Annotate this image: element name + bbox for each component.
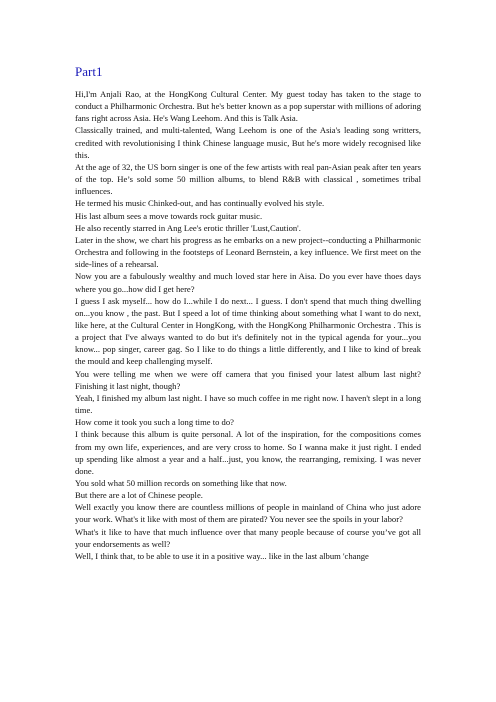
- paragraph: Yeah, I finished my album last night. I have so much coffee in me right now. I haven't slept in a long time.: [75, 392, 421, 416]
- paragraph: Later in the show, we chart his progress as he embarks on a new project--conducting a Philharmonic Orchestra and following in the footsteps of Leonard Bernstein, a key influence. We first meet on the side-lines of a rehearsal.: [75, 234, 421, 270]
- transcript-body: [75, 88, 421, 562]
- paragraph: Hi,I'm Anjali Rao, at the HongKong Cultural Center. My guest today has taken to the stage to conduct a Philharmonic Orchestra. But he's better known as a pop superstar with millions of adoring fans right across Asia. He's Wang Leehom. And this is Talk Asia.: [75, 89, 421, 124]
- paragraph: Well exactly you know there are countless millions of people in mainland of China who just adore your work. What's it like with most of them are pirated? You never see the spoils in your labor?: [75, 502, 421, 525]
- paragraph: I think because this album is quite personal. A lot of the inspiration, for the compositions comes from my own life, experiences, and are very cross to home. So I wanna make it just right. I ended up spending like almost a year and a half...just, you know, the rearranging, remixing. I was never done.: [75, 429, 421, 476]
- paragraph: How come it took you such a long time to do?: [75, 417, 234, 428]
- paragraph: What's it like to have that much influence over that many people because of course you’ve got all your endorsements as well?: [75, 526, 421, 549]
- paragraph: He termed his music Chinked-out, and has continually evolved his style.: [75, 198, 325, 209]
- paragraph: You were telling me when we were off camera that you finised your latest album last night? Finishing it last night, though?: [75, 368, 421, 391]
- paragraph: Well, I think that, to be able to use it in a positive way... like in the last album 'change: [75, 550, 369, 561]
- paragraph: Now you are a fabulously wealthy and much loved star here in Aisa. Do you ever have thoes days where you go...how did I get here?: [75, 271, 421, 294]
- paragraph: His last album sees a move towards rock guitar music.: [75, 210, 263, 221]
- part-heading: Part1: [75, 64, 103, 79]
- paragraph: Classically trained, and multi-talented, Wang Leehom is one of the Asia's leading song writters, credited with revolutionising I think Chinese language music, But he's more widely recognised like this.: [75, 125, 421, 160]
- paragraph: But there are a lot of Chinese people.: [75, 490, 203, 501]
- paragraph: I guess I ask myself... how do I...while I do next... I guess. I don't spend that much thing dwelling on...you know , the past. But I speed a lot of time thinking about something what I want to do next, like here, at the Cultural Center in HongKong, with the HongKong Philharmonic Orchestra . This is a project that I've always wanted to do but it's definitely not in the typical agenda for your...you know... pop singer, career gag. So I like to do things a little differently, and I like to kind of break the mould and keep challenging myself.: [75, 295, 421, 367]
- paragraph: He also recently starred in Ang Lee's erotic thriller 'Lust,Caution'.: [75, 222, 301, 233]
- paragraph: You sold what 50 million records on something like that now.: [75, 478, 287, 488]
- paragraph: At the age of 32, the US born singer is one of the few artists with real pan-Asian peak after ten years of the top. He’s sold some 50 million albums, to blend R&B with classical , sometimes tribal influences.: [75, 161, 421, 197]
